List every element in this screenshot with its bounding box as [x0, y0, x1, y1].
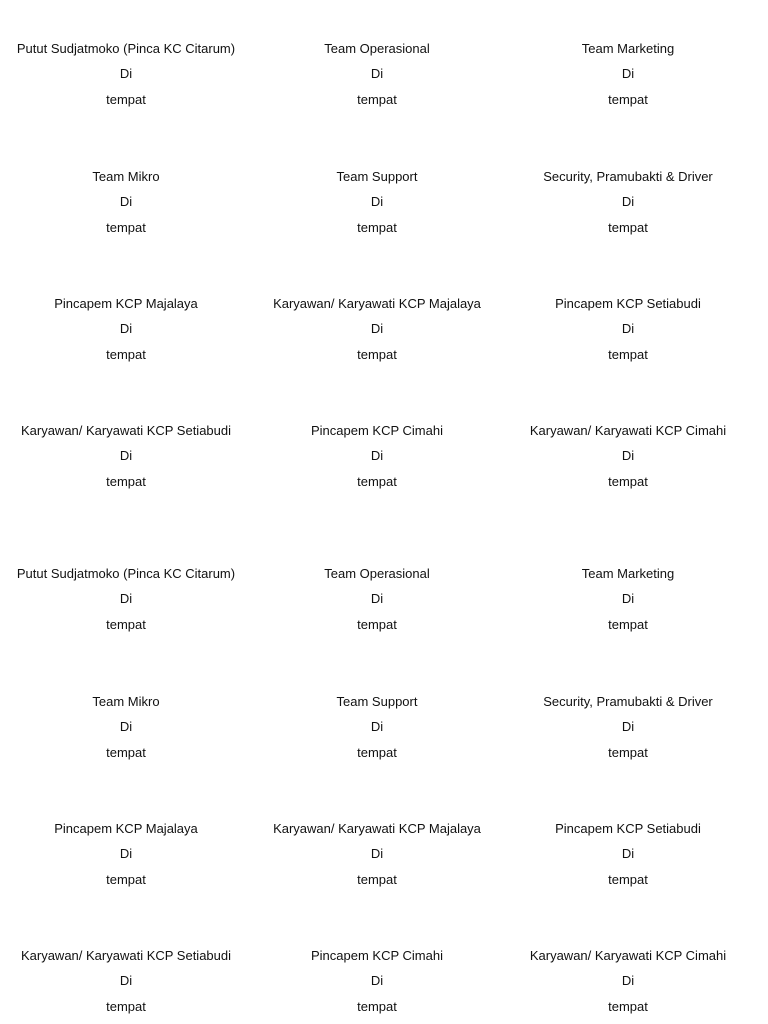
recipient-line-di: Di [370, 846, 384, 862]
address-label [503, 36, 753, 112]
recipient-name: Pincapem KCP Majalaya [54, 296, 198, 311]
address-label [503, 816, 753, 892]
recipient-name: Team Operasional [324, 41, 430, 56]
address-label [1, 36, 251, 112]
recipient-line-tempat: tempat [357, 744, 397, 760]
recipient-line-tempat: tempat [106, 473, 146, 489]
address-label [252, 689, 502, 765]
recipient-name: Karyawan/ Karyawati KCP Setiabudi [20, 948, 232, 963]
recipient-name: Team Marketing [581, 566, 675, 581]
recipient-line-tempat: tempat [608, 871, 648, 887]
address-label [1, 943, 251, 1019]
address-label [252, 943, 502, 1019]
recipient-line-di: Di [119, 719, 133, 735]
address-label [503, 164, 753, 240]
recipient-name: Security, Pramubakti & Driver [543, 694, 713, 709]
recipient-line-tempat: tempat [608, 219, 648, 235]
recipient-name: Pincapem KCP Setiabudi [555, 296, 701, 311]
recipient-line-tempat: tempat [357, 91, 397, 107]
recipient-name: Pincapem KCP Majalaya [54, 821, 198, 836]
recipient-line-di: Di [621, 973, 635, 989]
recipient-line-tempat: tempat [106, 744, 146, 760]
recipient-name: Karyawan/ Karyawati KCP Cimahi [529, 948, 727, 963]
recipient-name: Security, Pramubakti & Driver [543, 169, 713, 184]
recipient-line-tempat: tempat [357, 219, 397, 235]
recipient-name: Team Support [336, 169, 418, 184]
recipient-name: Pincapem KCP Cimahi [311, 948, 443, 963]
address-label [252, 36, 502, 112]
address-label [1, 418, 251, 494]
recipient-line-di: Di [119, 66, 133, 82]
recipient-line-di: Di [119, 448, 133, 464]
recipient-line-di: Di [119, 194, 133, 210]
address-label [1, 689, 251, 765]
recipient-line-tempat: tempat [106, 346, 146, 362]
address-label [1, 561, 251, 637]
recipient-name: Team Mikro [92, 694, 160, 709]
recipient-line-tempat: tempat [357, 871, 397, 887]
recipient-line-di: Di [370, 194, 384, 210]
address-label [503, 943, 753, 1019]
recipient-name: Team Marketing [581, 41, 675, 56]
recipient-name: Team Operasional [324, 566, 430, 581]
recipient-name: Karyawan/ Karyawati KCP Setiabudi [20, 423, 232, 438]
recipient-line-di: Di [119, 321, 133, 337]
recipient-name: Pincapem KCP Cimahi [311, 423, 443, 438]
recipient-line-di: Di [119, 973, 133, 989]
address-label [252, 164, 502, 240]
address-label [503, 418, 753, 494]
address-label [252, 418, 502, 494]
recipient-line-di: Di [621, 194, 635, 210]
recipient-line-di: Di [370, 321, 384, 337]
recipient-line-tempat: tempat [608, 91, 648, 107]
recipient-line-tempat: tempat [357, 998, 397, 1014]
recipient-line-tempat: tempat [106, 998, 146, 1014]
recipient-line-di: Di [621, 719, 635, 735]
recipient-line-di: Di [370, 66, 384, 82]
recipient-line-tempat: tempat [106, 219, 146, 235]
recipient-line-di: Di [119, 591, 133, 607]
recipient-line-tempat: tempat [608, 998, 648, 1014]
recipient-line-tempat: tempat [608, 473, 648, 489]
recipient-line-di: Di [621, 66, 635, 82]
address-label [1, 291, 251, 367]
recipient-name: Karyawan/ Karyawati KCP Majalaya [273, 296, 481, 311]
address-label [252, 291, 502, 367]
recipient-line-tempat: tempat [608, 744, 648, 760]
recipient-name: Team Support [336, 694, 418, 709]
recipient-name: Team Mikro [92, 169, 160, 184]
recipient-line-tempat: tempat [608, 346, 648, 362]
recipient-line-tempat: tempat [106, 616, 146, 632]
recipient-name: Pincapem KCP Setiabudi [555, 821, 701, 836]
recipient-line-tempat: tempat [357, 346, 397, 362]
recipient-line-di: Di [370, 591, 384, 607]
recipient-line-tempat: tempat [357, 473, 397, 489]
address-label [503, 561, 753, 637]
recipient-line-di: Di [370, 973, 384, 989]
recipient-line-di: Di [621, 591, 635, 607]
recipient-line-di: Di [119, 846, 133, 862]
recipient-name: Putut Sudjatmoko (Pinca KC Citarum) [16, 41, 236, 56]
recipient-name: Karyawan/ Karyawati KCP Cimahi [529, 423, 727, 438]
address-label [1, 164, 251, 240]
recipient-line-tempat: tempat [106, 91, 146, 107]
recipient-line-di: Di [370, 719, 384, 735]
recipient-line-tempat: tempat [106, 871, 146, 887]
recipient-line-di: Di [621, 448, 635, 464]
address-label [503, 689, 753, 765]
recipient-line-di: Di [370, 448, 384, 464]
recipient-line-tempat: tempat [608, 616, 648, 632]
address-label [252, 561, 502, 637]
address-label [1, 816, 251, 892]
recipient-line-di: Di [621, 846, 635, 862]
recipient-name: Putut Sudjatmoko (Pinca KC Citarum) [16, 566, 236, 581]
address-label [503, 291, 753, 367]
recipient-name: Karyawan/ Karyawati KCP Majalaya [273, 821, 481, 836]
address-label [252, 816, 502, 892]
recipient-line-tempat: tempat [357, 616, 397, 632]
recipient-line-di: Di [621, 321, 635, 337]
